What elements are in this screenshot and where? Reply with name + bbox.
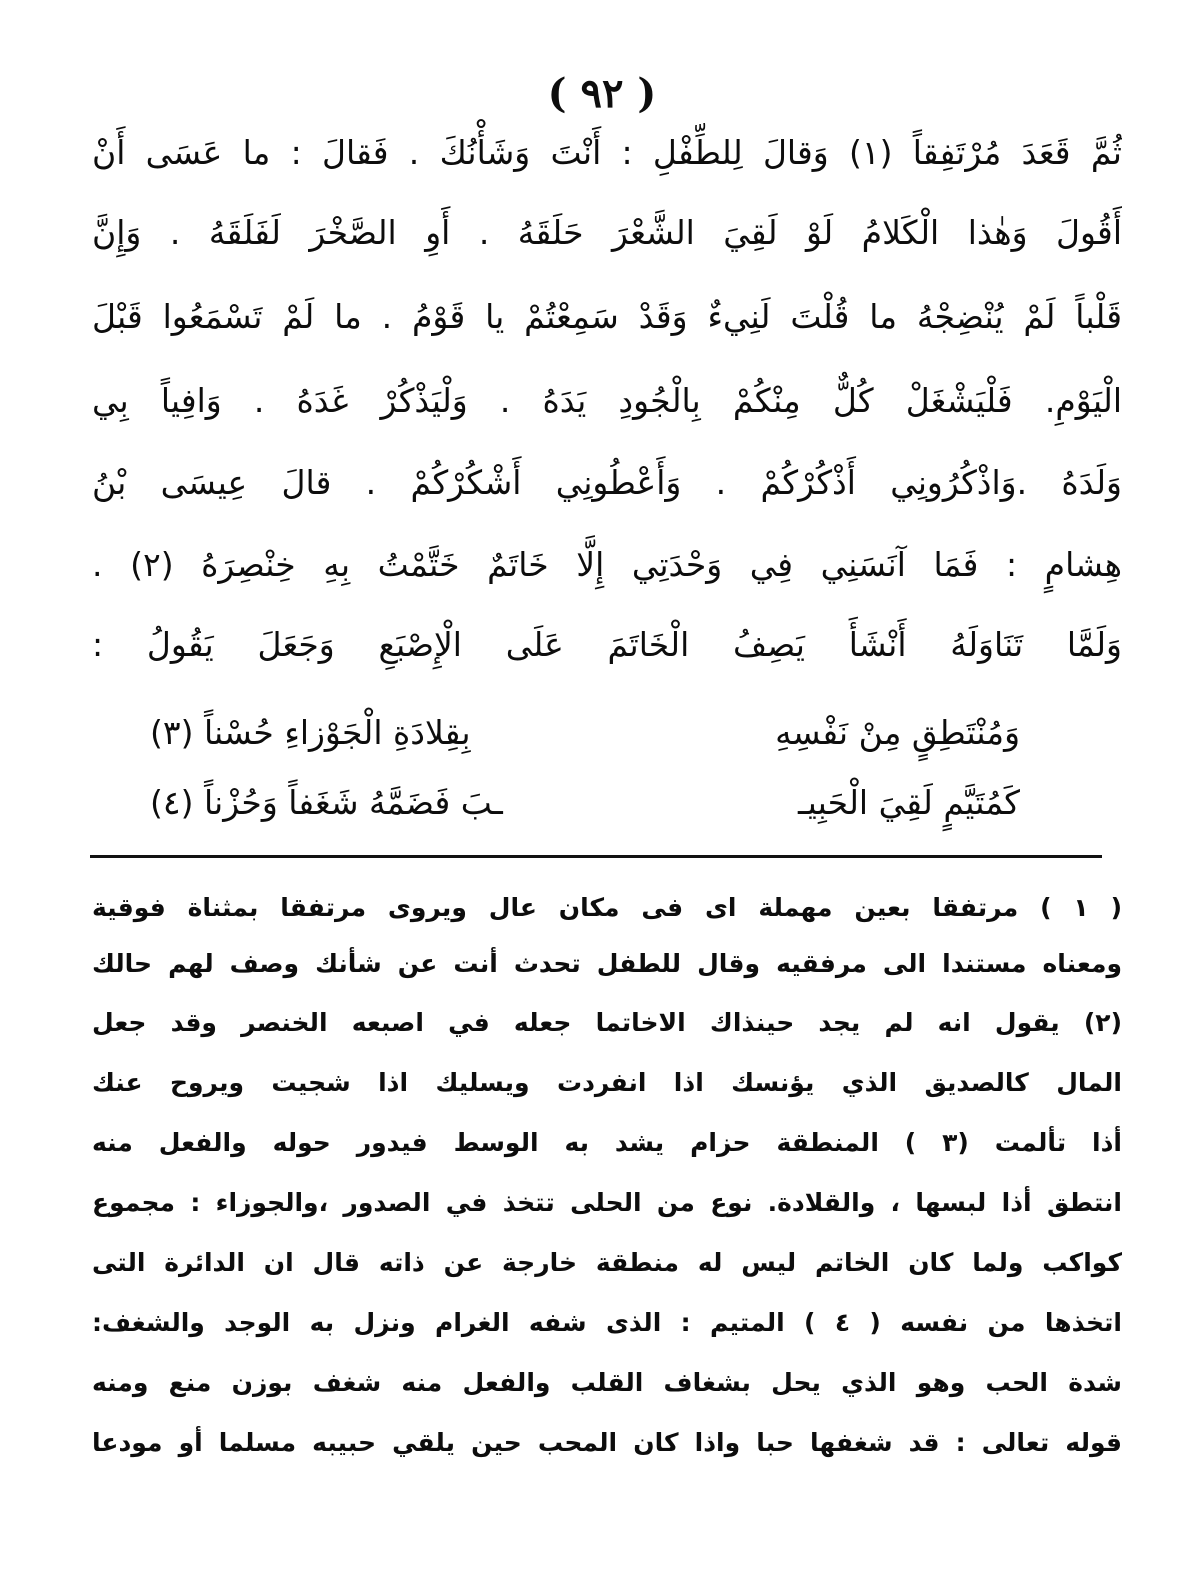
footnote-line: (٢) يقول انه لم يجد حينذاك الاخاتما جعله في اصبعه الخنصر وقد جعل [92, 1008, 1122, 1037]
footnote-line: أذا تألمت (٣ ) المنطقة حزام يشد به الوسط فيدور حوله والفعل منه [92, 1128, 1122, 1157]
text-line: وَلَدَهُ .وَاذْكُرُونِي أَذْكُرْكُمْ . وَأَعْطُونِي أَشْكُرْكُمْ . قالَ عِيسَى بْنُ [92, 463, 1122, 502]
text-line: هِشامٍ : فَمَا آنَسَنِي فِي وَحْدَتِي إِلَّا خَاتَمٌ خَتَّمْتُ بِهِ خِنْصِرَهُ (٢) . [92, 545, 1122, 584]
footnote-line: شدة الحب وهو الذي يحل بشغاف القلب والفعل منه شغف بوزن منع ومنه [92, 1368, 1122, 1397]
footnote-line: قوله تعالى : قد شغفها حبا واذا كان المحب حين يلقي حبيبه مسلما أو مودعا [92, 1428, 1122, 1457]
footnote-line: اتخذها من نفسه ( ٤ ) المتيم : الذى شفه الغرام ونزل به الوجد والشغف: [92, 1308, 1122, 1337]
text-line: قَلْباً لَمْ يُنْضِجْهُ ما قُلْتَ لَنِيءٌ وَقَدْ سَمِعْتُمْ يا قَوْمُ . ما لَمْ تَسْمَعُوا قَبْلَ [92, 297, 1122, 336]
footnote-line: المال كالصديق الذي يؤنسك اذا انفردت ويسليك اذا شجيت ويروح عنك [92, 1068, 1122, 1097]
footnote-line: كواكب ولما كان الخاتم ليس له منطقة خارجة عن ذاته قال ان الدائرة التى [92, 1248, 1122, 1277]
verse-first-hemistich: كَمُتَيَّمٍ لَقِيَ الْحَبِيـ [797, 783, 1020, 822]
poem-verse [150, 770, 1020, 836]
text-line: وَلَمَّا تَنَاوَلَهُ أَنْشَأَ يَصِفُ الْخَاتَمَ عَلَى الْإِصْبَعِ وَجَعَلَ يَقُولُ : [92, 625, 1122, 664]
footnote-line: ومعناه مستندا الى مرفقيه وقال للطفل تحدث أنت عن شأنك وصف لهم حالك [92, 949, 1122, 978]
footnote-line: ( ١ ) مرتفقا بعين مهملة اى فى مكان عال ويروى مرتفقا بمثناة فوقية [92, 893, 1122, 922]
verse-first-hemistich: وَمُنْتَطِقٍ مِنْ نَفْسِهِ [775, 713, 1020, 752]
text-line: الْيَوْمِ. فَلْيَشْغَلْ كُلٌّ مِنْكُمْ بِالْجُودِ يَدَهُ . وَلْيَذْكُرْ غَدَهُ . وَافِياً بِي [92, 381, 1122, 420]
text-line: ثُمَّ قَعَدَ مُرْتَفِقاً (١) وَقالَ لِلطِّفْلِ : أَنْتَ وَشَأْنُكَ . فَقالَ : ما عَسَى أَنْ [92, 133, 1122, 172]
footnote-divider [90, 855, 1102, 858]
poem-verse [150, 700, 1020, 766]
text-line: أَقُولَ وَهٰذا الْكَلامُ لَوْ لَقِيَ الشَّعْرَ حَلَقَهُ . أَوِ الصَّخْرَ لَفَلَقَهُ . وَإِنَّ [92, 213, 1122, 252]
page-number: ( ٩٢ ) [547, 70, 657, 117]
verse-second-hemistich: بِقِلادَةِ الْجَوْزاءِ حُسْناً (٣) [150, 713, 471, 752]
verse-second-hemistich: ـبَ فَضَمَّهُ شَغَفاً وَحُزْناً (٤) [150, 783, 503, 822]
footnote-line: انتطق أذا لبسها ، والقلادة. نوع من الحلى تتخذ في الصدور ،والجوزاء : مجموع [92, 1188, 1122, 1217]
